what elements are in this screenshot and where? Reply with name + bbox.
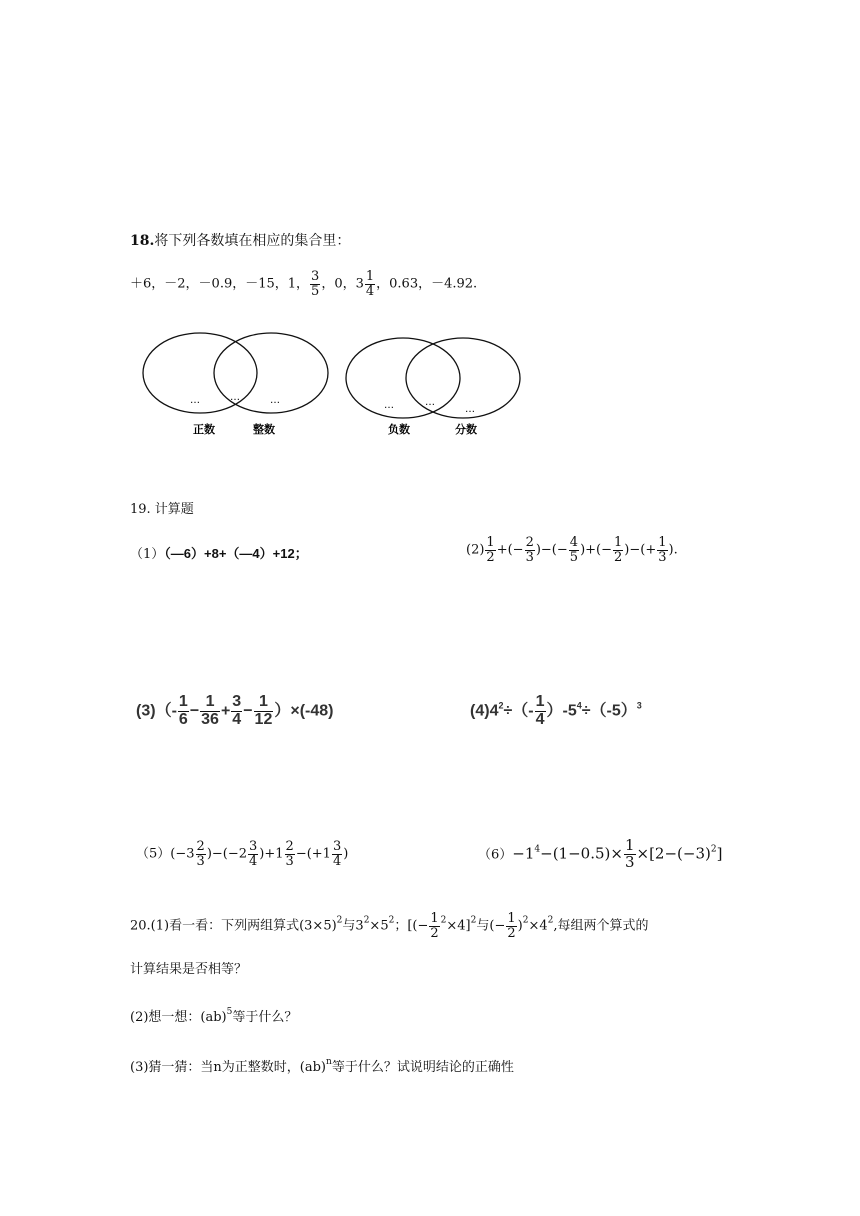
label-integer: 整数 (253, 423, 275, 436)
q19-part4: $(4)4^2\div(-$ $\frac{1}{4}$ ）$-5^4\div(-5)^3$ (470, 693, 642, 728)
set-negative-ellipse (346, 338, 460, 418)
q19-part2: (2) $\frac{1}{2}$ +(− $\frac{2}{3}$ )−(− $\frac{4}{5}$ )+(− $\frac{1}{2}$ )−(+ $\frac{1}{3}$ ). (466, 535, 678, 565)
q20-part2: (2)想一想：(ab)$^5$等于什么？ (130, 1007, 298, 1025)
q18-number: 18. (130, 233, 155, 249)
q18-instruction: 将下列各数填在相应的集合里： (154, 233, 351, 249)
venn-dots: … (465, 404, 475, 415)
label-fraction: 分数 (455, 423, 477, 436)
part1-expression: （—6）+8+（—4）+12； (164, 546, 308, 561)
part-number: (4) (470, 702, 490, 720)
q18-title (130, 230, 350, 250)
q19-part5: （5）(−3 $\frac{2}{3}$ )−(−2 $\frac{3}{4}$ )+1 $\frac{2}{3}$ −(+1 $\frac{3}{4}$ ) (136, 839, 349, 869)
part-number: （6） (478, 847, 513, 863)
q20-part3: (3)猜一猜：当n为正整数时，(ab)$^n$等于什么？试说明结论的正确性 (130, 1057, 514, 1075)
number-list-part: ，0.63，－4.92. (376, 276, 478, 292)
number-list-part: ，0，3 (321, 276, 364, 292)
q19-title: 19. 计算题 (130, 502, 194, 517)
venn-dots: … (425, 397, 435, 408)
q19-part6: $(6)-1^4-(1-0.5)\times$ $\frac{1}{3}$ $\times[2-(-3)^2]$ (478, 836, 723, 871)
venn-diagrams (130, 330, 540, 445)
q18-number-list (130, 270, 477, 298)
venn-dots: … (230, 392, 240, 403)
part-number: （1） (130, 547, 165, 562)
venn-dots: … (384, 400, 394, 411)
set-fraction-ellipse (406, 338, 520, 418)
venn-dots: … (190, 395, 200, 406)
part-number: (3) (136, 702, 156, 720)
q19-part1 (130, 543, 308, 562)
label-negative: 负数 (388, 423, 410, 436)
q20-line1: 20.(1)看一看：下列两组算式$(3\times 5)^2$与$3^2\times 5^2$；[(− $\frac{1}{2}$ $^2$×4]$^2$与(− $\frac{1}{2}$ )$^2\times 4^2$,每组两个算式的 (130, 911, 649, 941)
label-positive: 正数 (193, 423, 215, 436)
fraction-1-4: $\frac{1}{4}$ (365, 269, 375, 299)
part-number: （5） (136, 846, 171, 862)
fraction-3-5: $\frac{3}{5}$ (311, 269, 320, 299)
number-list-part: ＋6，－2，－0.9，－15，1， (130, 276, 310, 292)
part-number: (2) (466, 542, 485, 558)
q19-part3: (3)（- $\frac{1}{6}$ − $\frac{1}{36}$ + $\frac{3}{4}$ − $\frac{1}{12}$ ）×(-48) (136, 693, 334, 728)
q20-line2: 计算结果是否相等？ (130, 962, 248, 977)
venn-dots: … (270, 395, 280, 406)
